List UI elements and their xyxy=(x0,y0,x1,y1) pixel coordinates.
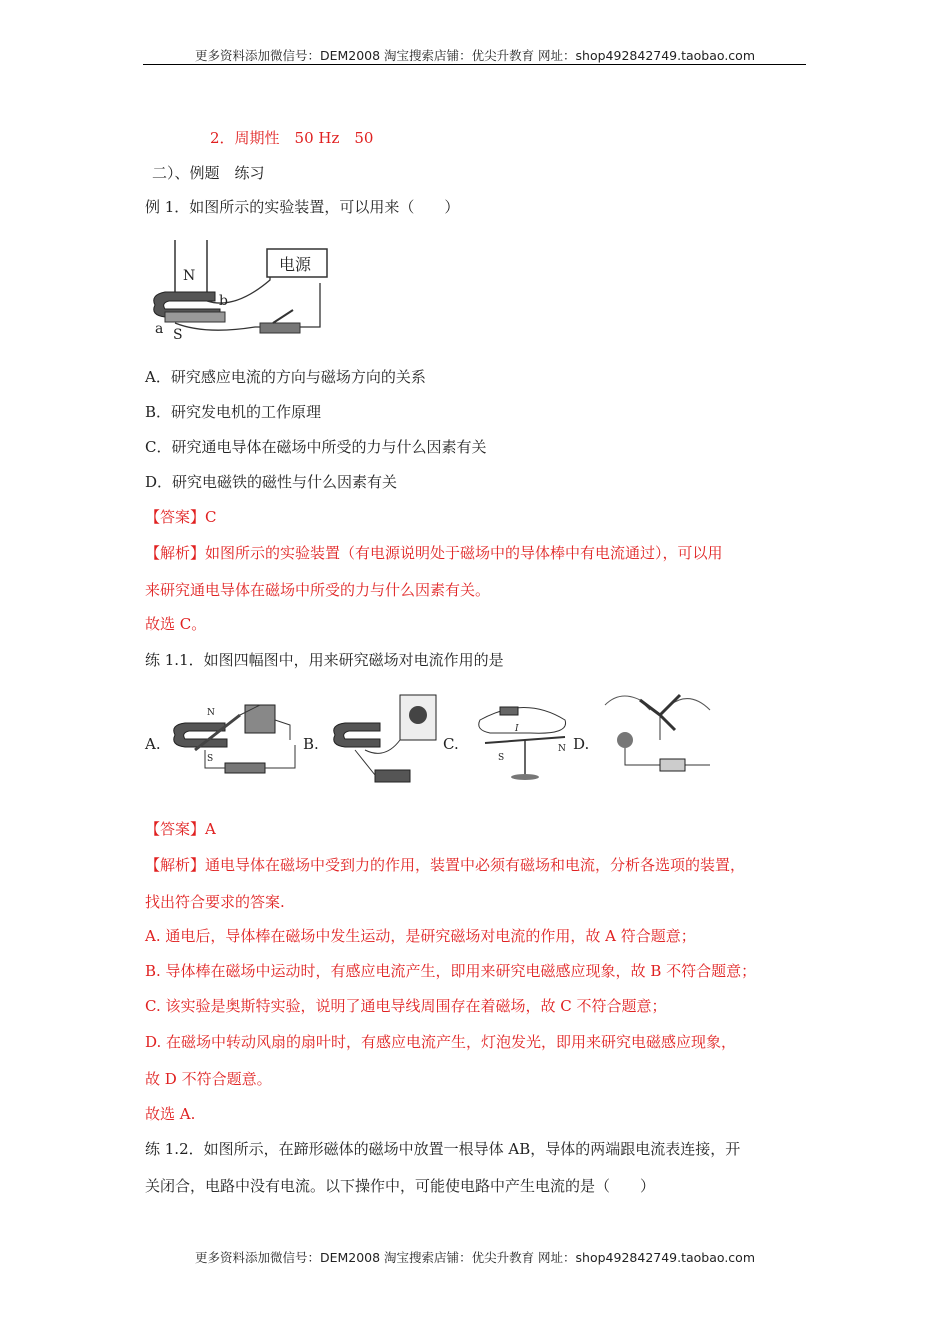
explanation-2-b: B. 导体棒在磁场中运动时，有感应电流产生，即用来研究电磁感应现象，故 B 不符合题意； xyxy=(145,962,757,980)
n-pole-label: N xyxy=(183,268,196,284)
explanation-2a: 【解析】通电导体在磁场中受到力的作用，装置中必须有磁场和电流，分析各选项的装置， xyxy=(145,856,746,874)
fig-option-c: C. xyxy=(443,735,459,753)
fig-a-n: N xyxy=(207,708,215,718)
power-source-label: 电源 xyxy=(279,255,312,274)
explanation-1b: 来研究通电导体在磁场中所受的力与什么因素有关。 xyxy=(145,581,491,599)
selection-1: 故选 C。 xyxy=(145,615,207,633)
b-label: b xyxy=(219,293,228,309)
example-question: 例 1．如图所示的实验装置，可以用来（ ） xyxy=(145,198,460,216)
explanation-2-d1: D. 在磁场中转动风扇的扇叶时，有感应电流产生，灯泡发光，即用来研究电磁感应现象， xyxy=(145,1033,737,1051)
figure-option-b xyxy=(325,690,445,790)
explanation-2b: 找出符合要求的答案. xyxy=(145,893,285,911)
option-c: C．研究通电导体在磁场中所受的力与什么因素有关 xyxy=(145,438,487,456)
page-header: 更多资料添加微信号：DEM2008 淘宝搜索店铺：优尖升教育 网址：shop492842749.taobao.com xyxy=(194,48,756,63)
fig-c-s: S xyxy=(498,753,505,763)
fig-c-i: I xyxy=(515,724,519,734)
figure-option-d xyxy=(600,685,720,785)
experiment-figure-1 xyxy=(145,235,335,345)
figure-option-a xyxy=(165,695,305,785)
explanation-2-c: C. 该实验是奥斯特实验，说明了通电导线周围存在着磁场，故 C 不符合题意； xyxy=(145,997,667,1015)
figure-option-c xyxy=(470,695,580,785)
header-rule xyxy=(143,64,806,65)
practice-question-1-2b: 关闭合，电路中没有电流。以下操作中，可能使电路中产生电流的是（ ） xyxy=(145,1177,656,1195)
explanation-1a: 【解析】如图所示的实验装置（有电源说明处于磁场中的导体棒中有电流通过），可以用 xyxy=(145,544,723,562)
fig-option-d: D. xyxy=(573,735,590,753)
option-d: D．研究电磁铁的磁性与什么因素有关 xyxy=(145,473,398,491)
fig-a-s: S xyxy=(207,754,214,764)
answer-1: 【答案】C xyxy=(145,508,217,526)
option-a: A．研究感应电流的方向与磁场方向的关系 xyxy=(145,368,426,386)
practice-question-1-2a: 练 1.2．如图所示，在蹄形磁体的磁场中放置一根导体 AB，导体的两端跟电流表连接，开 xyxy=(145,1140,741,1158)
selection-2: 故选 A. xyxy=(145,1105,196,1123)
section-heading: 二）、例题 练习 xyxy=(152,164,265,182)
explanation-2-a: A. 通电后，导体棒在磁场中发生运动，是研究磁场对电流的作用，故 A 符合题意； xyxy=(145,927,696,945)
a-label: a xyxy=(155,321,164,337)
fig-c-n: N xyxy=(558,744,566,754)
explanation-2-d2: 故 D 不符合题意。 xyxy=(145,1070,272,1088)
practice-question-1-1: 练 1.1．如图四幅图中，用来研究磁场对电流作用的是 xyxy=(145,651,504,669)
fig-option-b: B. xyxy=(303,735,319,753)
answer-line: 2．周期性 50 Hz 50 xyxy=(210,129,374,147)
answer-2: 【答案】A xyxy=(145,820,216,838)
page-footer: 更多资料添加微信号：DEM2008 淘宝搜索店铺：优尖升教育 网址：shop492842749.taobao.com xyxy=(194,1250,756,1265)
s-pole-label: S xyxy=(173,327,183,343)
fig-option-a: A. xyxy=(145,735,161,753)
option-b: B．研究发电机的工作原理 xyxy=(145,403,322,421)
